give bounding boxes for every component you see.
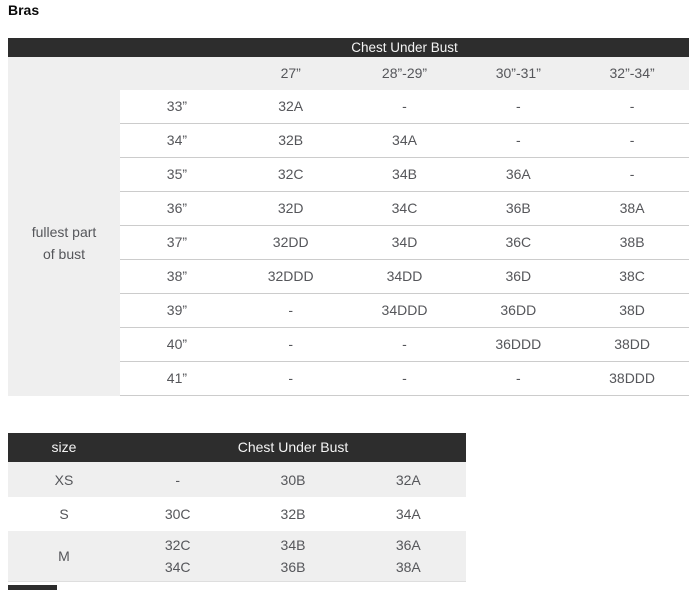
chest-under-bust-header: Chest Under Bust	[237, 439, 349, 455]
cell-value: 32B	[280, 506, 306, 522]
table-row	[120, 294, 689, 328]
table-cell: 32A	[278, 98, 304, 114]
size-row-label: M	[58, 548, 70, 564]
table-cell: 34DDD	[381, 302, 428, 318]
row-group-label-line1: fullest part	[31, 224, 97, 240]
row-label: 38”	[166, 268, 188, 284]
table-row	[120, 260, 689, 294]
row-group-label-line2: of bust	[42, 246, 86, 262]
table-row	[120, 226, 689, 260]
cell-value: 36A	[395, 537, 421, 553]
table-cell: 34DD	[386, 268, 423, 284]
row-label: 37”	[166, 234, 188, 250]
chest-under-bust-header: Chest Under Bust	[351, 40, 458, 55]
column-header: 28”-29”	[381, 65, 428, 81]
table-cell: 36DDD	[495, 336, 542, 352]
column-header: 32”-34”	[609, 65, 655, 81]
table-row	[8, 531, 466, 582]
cell-value: 34A	[395, 506, 421, 522]
table-cell	[235, 497, 350, 531]
table-row	[120, 124, 689, 158]
table-row	[120, 192, 689, 226]
table-cell	[120, 462, 235, 497]
row-label: 34”	[166, 132, 188, 148]
table-cell: 34A	[392, 132, 417, 148]
table-cell	[235, 531, 350, 581]
table-cell: -	[515, 98, 521, 114]
cell-value: 30C	[164, 506, 191, 522]
table-cell: -	[515, 132, 521, 148]
table-cell: 38C	[619, 268, 645, 284]
header-spacer	[8, 38, 120, 57]
table-cell: 34B	[392, 166, 417, 182]
row-label: 36”	[166, 200, 188, 216]
table-cell: 34D	[391, 234, 418, 250]
row-label: 40”	[166, 336, 188, 352]
cell-value: 36B	[280, 559, 306, 575]
table-cell: 32D	[277, 200, 304, 216]
row-label: 35”	[166, 166, 188, 182]
table-cell: -	[402, 98, 407, 114]
table-cell: -	[629, 132, 635, 148]
table-cell: 36DD	[500, 302, 537, 318]
table-cell: 38DDD	[609, 370, 656, 386]
table-cell	[120, 531, 235, 581]
table-body	[8, 90, 689, 396]
cell-value: 34B	[280, 537, 306, 553]
row-label: 39”	[166, 302, 188, 318]
table-cell: -	[288, 370, 294, 386]
table-cell	[120, 497, 235, 531]
table-row	[120, 362, 689, 396]
table-row	[120, 328, 689, 362]
table-cell: 32B	[278, 132, 304, 148]
cell-value: 34C	[164, 559, 191, 575]
size-row-label: XS	[54, 471, 74, 488]
table-cell: 36C	[505, 234, 532, 250]
letter-size-table	[8, 433, 466, 582]
table-cell: -	[402, 370, 407, 386]
table-row	[120, 158, 689, 192]
row-label: 33”	[166, 98, 188, 114]
cell-value: -	[175, 471, 180, 488]
table-cell: -	[629, 166, 635, 182]
table-row	[8, 462, 466, 497]
row-label: 41”	[166, 370, 188, 386]
cell-value: 30B	[280, 471, 306, 488]
table-cell	[351, 462, 466, 497]
table-cell: 34C	[391, 200, 418, 216]
table-header-bar	[8, 38, 689, 57]
table-cell	[351, 497, 466, 531]
table-row	[120, 90, 689, 124]
table-cell: 36A	[505, 166, 531, 182]
table-cell: 36D	[505, 268, 532, 284]
table-cell: 36B	[505, 200, 531, 216]
column-header: 27”	[280, 65, 301, 81]
subheader-spacer	[8, 57, 120, 90]
table-cell: -	[402, 336, 407, 352]
table-cell: 32C	[277, 166, 304, 182]
column-header-row	[8, 57, 689, 90]
next-table-header-partial	[8, 585, 57, 590]
column-header-empty	[120, 57, 234, 90]
table-header-bar	[8, 433, 466, 462]
size-header: size	[51, 439, 77, 455]
page-title: Bras	[8, 2, 40, 18]
table-rows	[120, 90, 689, 396]
table-cell: 38D	[619, 302, 645, 318]
table-cell: -	[288, 302, 294, 318]
table-cell: 38DD	[614, 336, 650, 352]
row-group-label	[8, 90, 120, 396]
table-row	[8, 497, 466, 531]
table-cell: -	[515, 370, 521, 386]
table-cell	[351, 531, 466, 581]
cell-value: 38A	[395, 559, 421, 575]
size-row-label: S	[59, 506, 69, 522]
cell-value: 32C	[164, 537, 191, 553]
table-cell: 38B	[619, 234, 645, 250]
table-cell: -	[288, 336, 294, 352]
cell-value: 32A	[395, 471, 421, 488]
table-cell	[235, 462, 350, 497]
bust-measurement-table	[8, 38, 689, 396]
table-cell: 32DDD	[267, 268, 314, 284]
table-cell: -	[629, 98, 635, 114]
table-cell: 38A	[619, 200, 645, 216]
table-cell: 32DD	[272, 234, 309, 250]
column-header: 30”-31”	[495, 65, 541, 81]
